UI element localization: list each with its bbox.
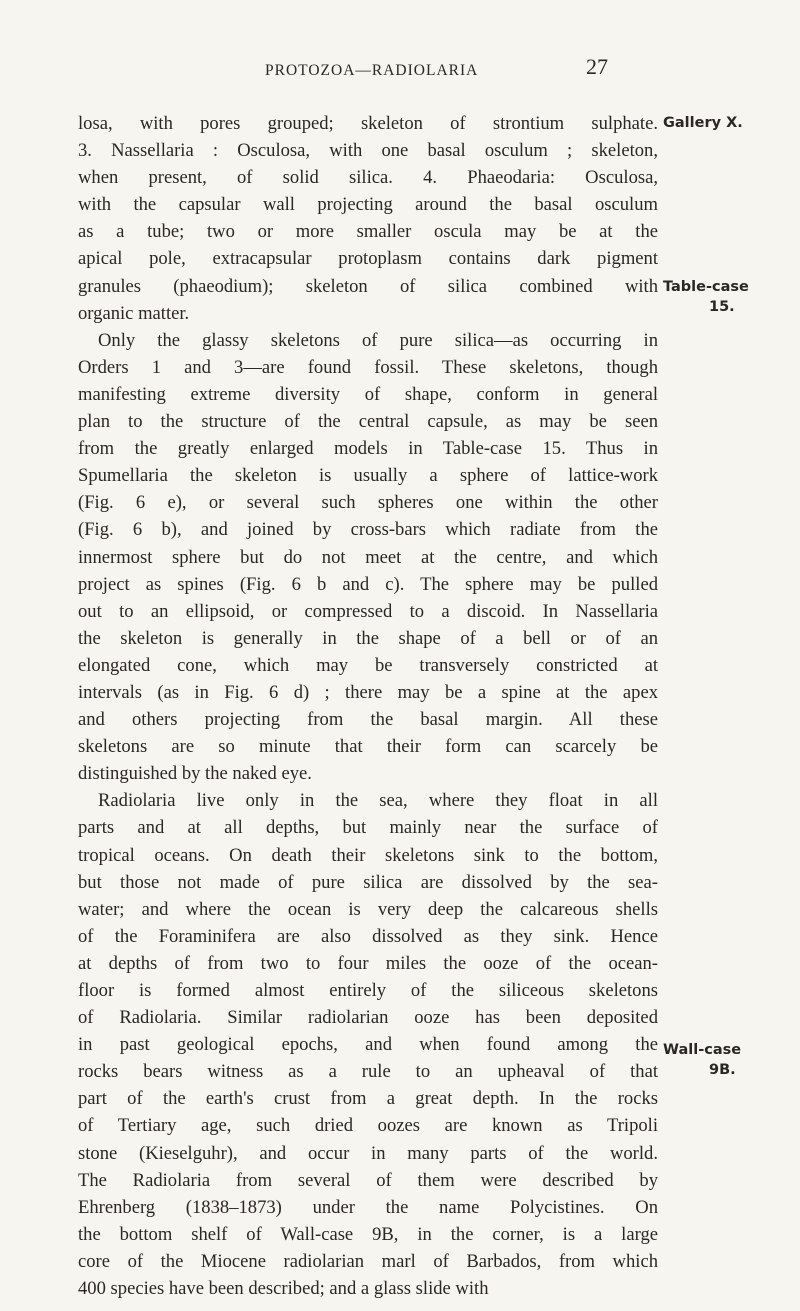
body-line: innermost sphere but do not meet at the centre, and which [78, 546, 658, 568]
body-line: from the greatly enlarged models in Table-case 15. Thus in [78, 438, 658, 460]
body-line: part of the earth's crust from a great depth. In the rocks [78, 1088, 658, 1110]
body-line: plan to the structure of the central capsule, as may be seen [78, 411, 658, 433]
body-line: 3. Nassellaria : Osculosa, with one basal osculum ; skeleton, [78, 140, 658, 162]
body-line: but those not made of pure silica are dissolved by the sea- [78, 871, 658, 893]
body-line: manifesting extreme diversity of shape, conform in general [78, 383, 658, 405]
body-line: Spumellaria the skeleton is usually a sphere of lattice-work [78, 465, 658, 487]
body-line: when present, of solid silica. 4. Phaeodaria: Osculosa, [78, 167, 658, 189]
body-line: water; and where the ocean is very deep the calcareous shells [78, 898, 658, 920]
body-line: Only the glassy skeletons of pure silica—as occurring in [98, 329, 658, 351]
body-line: distinguished by the naked eye. [78, 763, 312, 785]
running-header [0, 50, 800, 80]
margin-note-number: 9B. [709, 1062, 736, 1078]
body-line: the bottom shelf of Wall-case 9B, in the corner, is a large [78, 1223, 658, 1245]
body-line: losa, with pores grouped; skeleton of strontium sulphate. [78, 113, 658, 134]
margin-note-label: Table-case [663, 279, 749, 295]
body-line: (Fig. 6 e), or several such spheres one within the other [78, 492, 658, 514]
body-line: stone (Kieselguhr), and occur in many parts of the world. [78, 1142, 658, 1164]
page-number: 27 [586, 54, 608, 79]
body-line: elongated cone, which may be transversely constricted at [78, 654, 658, 676]
margin-note-gallery: Gallery X. [663, 115, 743, 131]
body-line: Orders 1 and 3—are found fossil. These skeletons, though [78, 356, 658, 378]
running-title: PROTOZOA—RADIOLARIA [265, 62, 479, 79]
body-line: tropical oceans. On death their skeletons sink to the bottom, [78, 844, 658, 866]
body-line: with the capsular wall projecting around the basal osculum [78, 194, 658, 216]
body-line: as a tube; two or more smaller oscula may be at the [78, 221, 658, 243]
body-line: and others projecting from the basal margin. All these [78, 709, 658, 731]
margin-note-label: Wall-case [663, 1042, 742, 1058]
body-line: The Radiolaria from several of them were described by [78, 1169, 658, 1191]
body-line: floor is formed almost entirely of the siliceous skeletons [78, 980, 658, 1001]
body-line: granules (phaeodium); skeleton of silica combined with [78, 275, 658, 297]
body-line: 400 species have been described; and a glass slide with [78, 1278, 489, 1300]
body-line: out to an ellipsoid, or compressed to a discoid. In Nassellaria [78, 600, 658, 622]
body-line: of Tertiary age, such dried oozes are known as Tripoli [78, 1115, 658, 1137]
body-line: at depths of from two to four miles the ooze of the ocean- [78, 952, 658, 974]
body-line: of the Foraminifera are also dissolved as they sink. Hence [78, 925, 658, 947]
body-line: parts and at all depths, but mainly near the surface of [78, 817, 658, 839]
body-line: project as spines (Fig. 6 b and c). The sphere may be pulled [78, 573, 658, 595]
margin-note-table-case [663, 277, 793, 317]
margin-note-wall-case [663, 1040, 793, 1080]
body-line: apical pole, extracapsular protoplasm contains dark pigment [78, 248, 658, 270]
body-line: rocks bears witness as a rule to an upheaval of that [78, 1061, 658, 1083]
body-line: the skeleton is generally in the shape of a bell or of an [78, 627, 658, 649]
body-line: of Radiolaria. Similar radiolarian ooze has been deposited [78, 1007, 658, 1029]
body-line: Ehrenberg (1838–1873) under the name Polycistines. On [78, 1196, 658, 1218]
margin-note-number: 15. [709, 299, 735, 315]
body-line: in past geological epochs, and when found among the [78, 1034, 658, 1056]
body-line: organic matter. [78, 302, 190, 324]
body-line: core of the Miocene radiolarian marl of Barbados, from which [78, 1250, 658, 1272]
body-text [78, 110, 658, 1302]
body-line: (Fig. 6 b), and joined by cross-bars which radiate from the [78, 519, 658, 541]
body-line: Radiolaria live only in the sea, where they float in all [98, 790, 658, 812]
body-line: skeletons are so minute that their form can scarcely be [78, 736, 658, 758]
body-line: intervals (as in Fig. 6 d) ; there may be a spine at the apex [78, 681, 658, 703]
